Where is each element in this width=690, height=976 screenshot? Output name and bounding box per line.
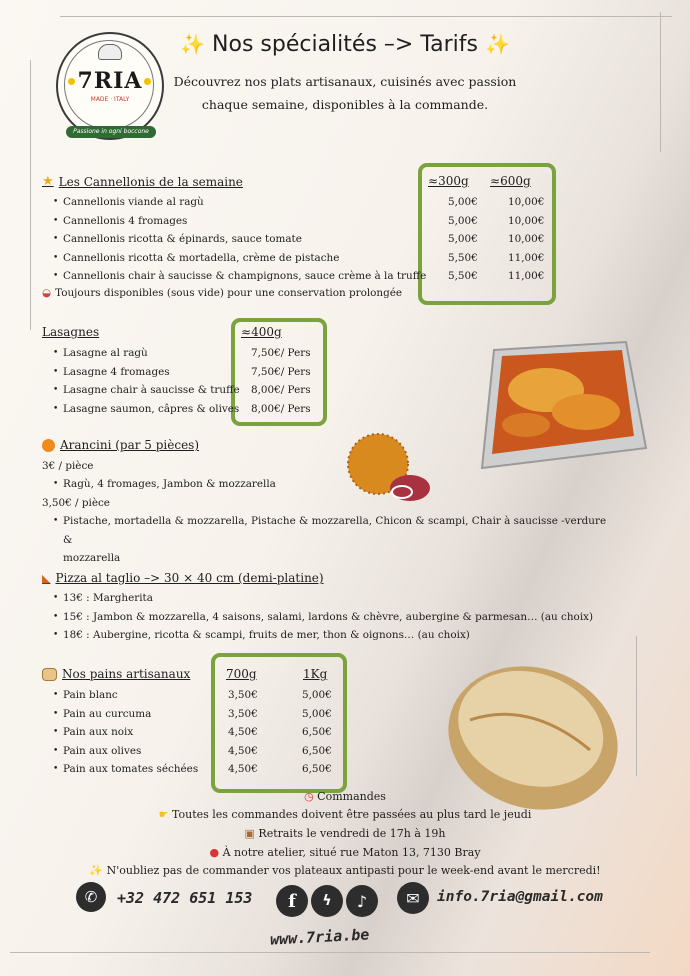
price-cell: 6,50€ (302, 726, 332, 738)
list-item: • Lasagne chair à saucisse & truffe (53, 381, 240, 400)
logo-made-in-italy: MADE · ITALY (90, 96, 130, 103)
arancini-price-2: 3,50€ / pièce (42, 497, 110, 509)
price-cell: 4,50€ (228, 763, 258, 775)
list-item: • Pain aux tomates séchées (53, 760, 198, 779)
list-item: • Lasagne saumon, câpres & olives (53, 400, 240, 419)
orders-line-2: ▣ Retraits le vendredi de 17h à 19h (244, 827, 446, 840)
bread-icon (42, 668, 57, 681)
pains-heading: Nos pains artisanaux (42, 667, 190, 681)
orders-title: ◷ Commandes (304, 790, 386, 803)
orders-line-3: ● À notre atelier, situé rue Maton 13, 7130 Bray (209, 846, 481, 859)
logo-brand: 7RIA (77, 68, 143, 94)
pizza-list (53, 589, 593, 645)
list-item: • Pain au curcuma (53, 705, 198, 724)
list-item: • Pain blanc (53, 686, 198, 705)
website-link[interactable]: www.7ria.be (269, 925, 370, 949)
list-item: • 15€ : Jambon & mozzarella, 4 saisons, salami, lardons & chèvre, aubergine & parmesan… (au choix) (53, 608, 593, 627)
lasagnes-list (53, 344, 240, 418)
frame-line-right-lower (636, 636, 637, 776)
chef-hat-icon (98, 44, 122, 60)
intro-text: Découvrez nos plats artisanaux, cuisinés avec passion chaque semaine, disponibles à la commande. (173, 74, 517, 112)
vacuum-bowl-icon: ◒ (42, 287, 52, 299)
messenger-icon[interactable]: ϟ (311, 885, 343, 917)
arancini-image (344, 430, 436, 510)
list-item: • Cannellonis ricotta & épinards, sauce tomate (53, 230, 426, 249)
lasagnes-heading: Lasagnes (42, 325, 100, 339)
tiktok-icon[interactable]: ♪ (346, 885, 378, 917)
orders-line-1: ☛ Toutes les commandes doivent être passées au plus tard le jeudi (158, 808, 532, 821)
cannellonis-list (53, 193, 426, 286)
wave-icon: ≈ (490, 174, 501, 188)
price-cell: 10,00€ (508, 196, 545, 208)
price-cell: 5,50€ (448, 251, 478, 264)
orange-dot-icon (42, 439, 55, 452)
price-cell: 5,00€ (302, 689, 332, 701)
frame-line-left (30, 60, 31, 330)
facebook-icon[interactable]: f (276, 885, 308, 917)
price-cell: 7,50€/ Pers (251, 347, 311, 359)
pains-list (53, 686, 198, 779)
price-cell: 8,00€/ Pers (251, 384, 311, 396)
price-cell: 3,50€ (228, 689, 258, 701)
arancini-heading: Arancini (par 5 pièces) (42, 438, 199, 452)
brand-logo (56, 32, 164, 140)
price-cell: 11,00€ (508, 251, 545, 264)
arancini-price-1: 3€ / pièce (42, 460, 94, 472)
hand-icon: ☛ (158, 808, 169, 821)
page-title: ✨ Nos spécialités –> Tarifs ✨ (180, 32, 510, 57)
list-item: • 18€ : Aubergine, ricotta & scampi, fruits de mer, thon & oignons… (au choix) (53, 626, 593, 645)
price-cell: 5,00€ (448, 196, 478, 208)
lasagnes-col-400g: ≈400g (241, 325, 282, 339)
wave-icon: ≈ (428, 174, 439, 188)
sparkle-icon: ✨ (89, 864, 104, 877)
frame-line-right (660, 12, 661, 152)
mail-icon[interactable]: ✉ (397, 882, 429, 914)
price-cell: 11,00€ (508, 270, 545, 282)
cannellonis-col-300g: ≈300g (428, 174, 469, 188)
price-cell: 5,50€ (448, 270, 478, 282)
star-icon: ★ (42, 174, 54, 189)
sparkle-icon: ✨ (484, 32, 510, 56)
frame-line-top (60, 16, 672, 17)
pains-col-700g: 700g (226, 667, 257, 681)
price-cell: 3,50€ (228, 707, 258, 720)
phone-icon[interactable]: ✆ (76, 882, 106, 912)
list-item: • Cannellonis ricotta & mortadella, crème de pistache (53, 249, 426, 268)
list-item: • Cannellonis viande al ragù (53, 193, 426, 212)
pizza-icon: ◣ (42, 571, 51, 585)
logo-ribbon: Passione in ogni boccone (66, 126, 156, 138)
price-cell: 10,00€ (508, 214, 545, 227)
clock-icon: ◷ (304, 790, 314, 803)
price-cell: 8,00€/ Pers (251, 402, 311, 415)
arancini-list-2: • Pistache, mortadella & mozzarella, Pistache & mozzarella, Chicon & scampi, Chair à saucisse -verdure & mozzarella (53, 515, 607, 564)
pains-col-1kg: 1Kg (303, 667, 328, 681)
sparkle-icon: ✨ (180, 32, 206, 56)
arancini-list-1 (53, 475, 276, 494)
box-icon: ▣ (244, 827, 255, 840)
price-cell: 4,50€ (228, 726, 258, 738)
price-cell: 7,50€/ Pers (251, 365, 311, 378)
email-address[interactable]: info.7ria@gmail.com (437, 889, 603, 905)
lasagna-image (476, 330, 648, 472)
cannellonis-col-600g: ≈600g (490, 174, 531, 188)
list-item: • Cannellonis chair à saucisse & champignons, sauce crème à la truffe (53, 267, 426, 286)
price-cell: 6,50€ (302, 763, 332, 775)
price-cell: 4,50€ (228, 744, 258, 757)
list-item: • Lasagne 4 fromages (53, 363, 240, 382)
phone-number[interactable]: +32 472 651 153 (117, 889, 253, 907)
list-item: • Pain aux olives (53, 742, 198, 761)
list-item: • Cannellonis 4 fromages (53, 212, 426, 231)
pin-icon: ● (209, 846, 220, 859)
list-item: • Pain aux noix (53, 723, 198, 742)
price-cell: 5,00€ (302, 707, 332, 720)
price-cell: 5,00€ (448, 233, 478, 245)
price-cell: 10,00€ (508, 233, 545, 245)
cannellonis-note: ◒ Toujours disponibles (sous vide) pour une conservation prolongée (42, 287, 403, 299)
list-item: • Ragù, 4 fromages, Jambon & mozzarella (53, 475, 276, 494)
cannellonis-heading: ★ Les Cannellonis de la semaine (42, 174, 243, 189)
frame-line-bottom (10, 952, 650, 953)
list-item: • 13€ : Margherita (53, 589, 593, 608)
price-cell: 5,00€ (448, 214, 478, 227)
price-cell: 6,50€ (302, 744, 332, 757)
pizza-heading: ◣ Pizza al taglio –> 30 × 40 cm (demi-platine) (42, 571, 324, 585)
list-item: • Lasagne al ragù (53, 344, 240, 363)
wave-icon: ≈ (241, 325, 252, 339)
orders-line-4: ✨ N'oubliez pas de commander vos plateaux antipasti pour le week-end avant le mercredi! (89, 864, 601, 877)
